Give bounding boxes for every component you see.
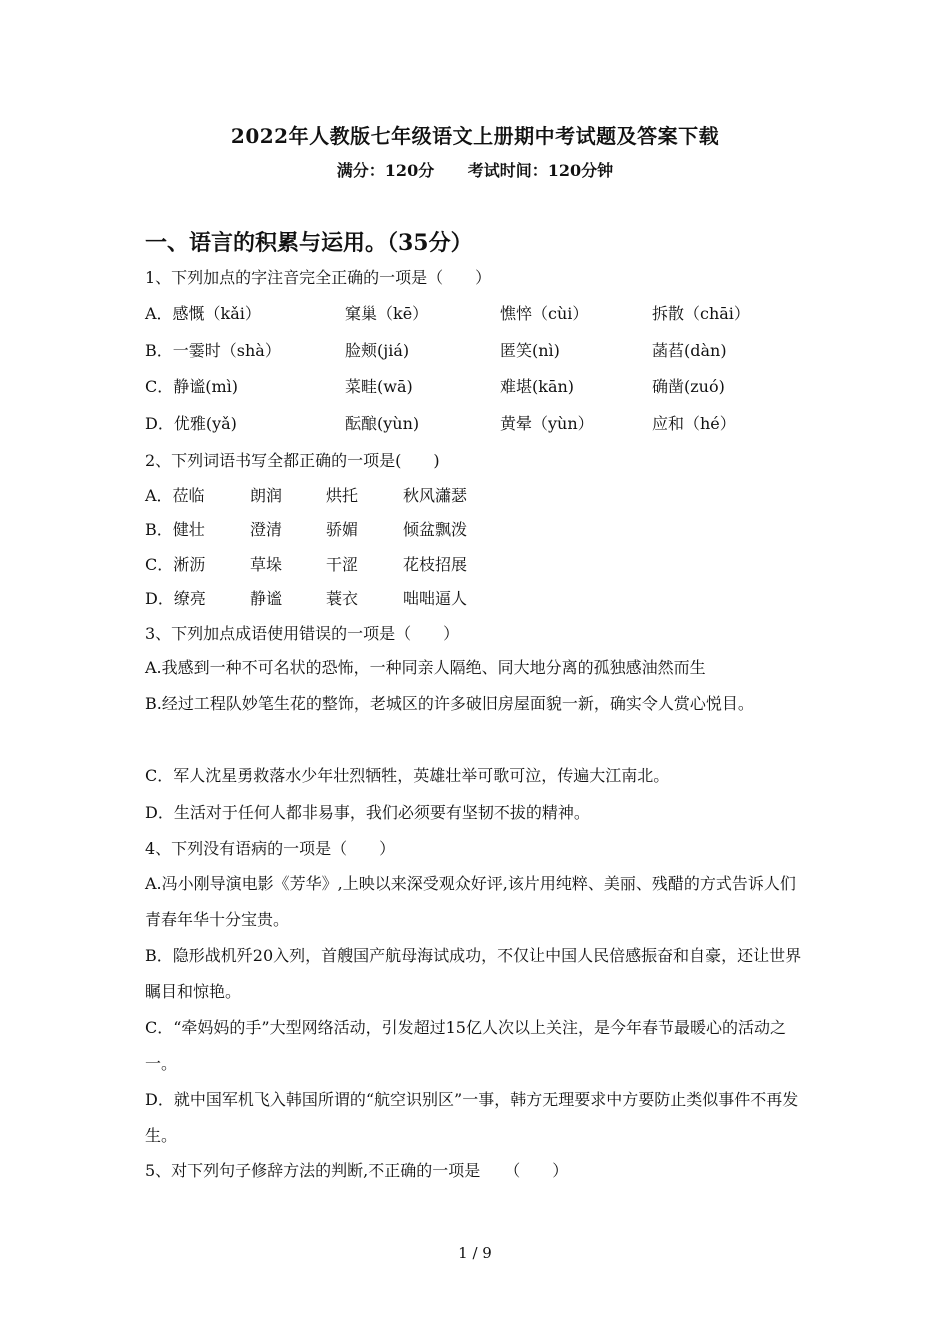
option-cell: 菡萏(dàn) [652, 341, 727, 360]
option-cell: 咄咄逼人 [403, 589, 468, 608]
question-2-stem: 2、下列词语书写全都正确的一项是( ) [145, 451, 440, 470]
option-cell: 骄媚 [326, 520, 359, 539]
option-cell: A．莅临 [145, 486, 205, 505]
option-cell: C．淅沥 [145, 555, 206, 574]
option-cell: 憔悴（cùi） [500, 304, 589, 323]
full-score: 满分：120分 [336, 161, 435, 180]
option-cell: 静谧 [250, 589, 283, 608]
page-number: 1 / 9 [458, 1244, 492, 1262]
option-cell: 应和（hé） [652, 414, 736, 433]
question-4-option-d: D．就中国军机飞入韩国所谓的“航空识别区”一事，韩方无理要求中方要防止类似事件不再发生。 [145, 1090, 799, 1145]
question-4-option-b: B．隐形战机歼20入列，首艘国产航母海试成功，不仅让中国人民倍感振奋和自豪，还让世界瞩目和惊艳。 [145, 946, 802, 1001]
question-3-stem: 3、下列加点成语使用错误的一项是（ ） [145, 624, 460, 643]
question-1-stem: 1、下列加点的字注音完全正确的一项是（ ） [145, 268, 492, 287]
option-cell: 确凿(zuó) [652, 377, 725, 396]
option-cell: 草垛 [250, 555, 283, 574]
question-3-option-a: A.我感到一种不可名状的恐怖，一种同亲人隔绝、同大地分离的孤独感油然而生 [145, 658, 706, 677]
option-cell: 朗润 [250, 486, 283, 505]
option-cell: B．健壮 [145, 520, 205, 539]
option-cell: B．一霎时（shà） [145, 341, 281, 360]
document-title: 2022年人教版七年级语文上册期中考试题及答案下载 [230, 124, 720, 148]
option-cell: 蓑衣 [326, 589, 359, 608]
question-3-option-c: C．军人沈星勇救落水少年壮烈牺牲，英雄壮举可歌可泣，传遍大江南北。 [145, 766, 670, 785]
question-3-option-b: B.经过工程队妙笔生花的整饰，老城区的许多破旧房屋面貌一新，确实令人赏心悦目。 [145, 694, 754, 713]
option-cell: 酝酿(yùn) [345, 414, 420, 433]
option-cell: 难堪(kān) [500, 377, 575, 396]
option-cell: 干涩 [326, 555, 359, 574]
option-cell: D．缭亮 [145, 589, 206, 608]
option-cell: 拆散（chāi） [652, 304, 750, 323]
option-cell: 黄晕（yùn） [500, 414, 594, 433]
option-cell: D．优雅(yǎ) [145, 414, 237, 433]
question-4-option-c: C．“牵妈妈的手”大型网络活动，引发超过15亿人次以上关注，是今年春节最暖心的活动之一。 [145, 1018, 786, 1073]
exam-info [0, 158, 950, 181]
option-cell: 秋风瀟瑟 [403, 486, 468, 505]
option-cell: C．静谧(mì) [145, 377, 239, 396]
exam-time: 考试时间：120分钟 [467, 161, 614, 180]
question-3-option-d: D．生活对于任何人都非易事，我们必须要有坚韧不拔的精神。 [145, 803, 590, 822]
option-cell: A．感慨（kǎi） [145, 304, 261, 323]
section-heading: 一、语言的积累与运用。（35分） [145, 230, 473, 256]
question-4-option-a: A.冯小刚导演电影《芳华》,上映以来深受观众好评,该片用纯粹、美丽、残醋的方式告诉人们青春年华十分宝贵。 [145, 874, 796, 929]
question-4-stem: 4、下列没有语病的一项是（ ） [145, 839, 396, 858]
option-cell: 澄清 [250, 520, 283, 539]
option-cell: 倾盆飘泼 [403, 520, 468, 539]
option-cell: 花枝招展 [403, 555, 468, 574]
option-cell: 窠巢（kē） [345, 304, 429, 323]
option-cell: 脸颊(jiá) [345, 341, 410, 360]
option-cell: 烘托 [326, 486, 359, 505]
option-cell: 菜畦(wā) [345, 377, 413, 396]
option-cell: 匿笑(nì) [500, 341, 560, 360]
question-5-stem: 5、对下列句子修辞方法的判断,不正确的一项是 （ ） [145, 1161, 569, 1180]
